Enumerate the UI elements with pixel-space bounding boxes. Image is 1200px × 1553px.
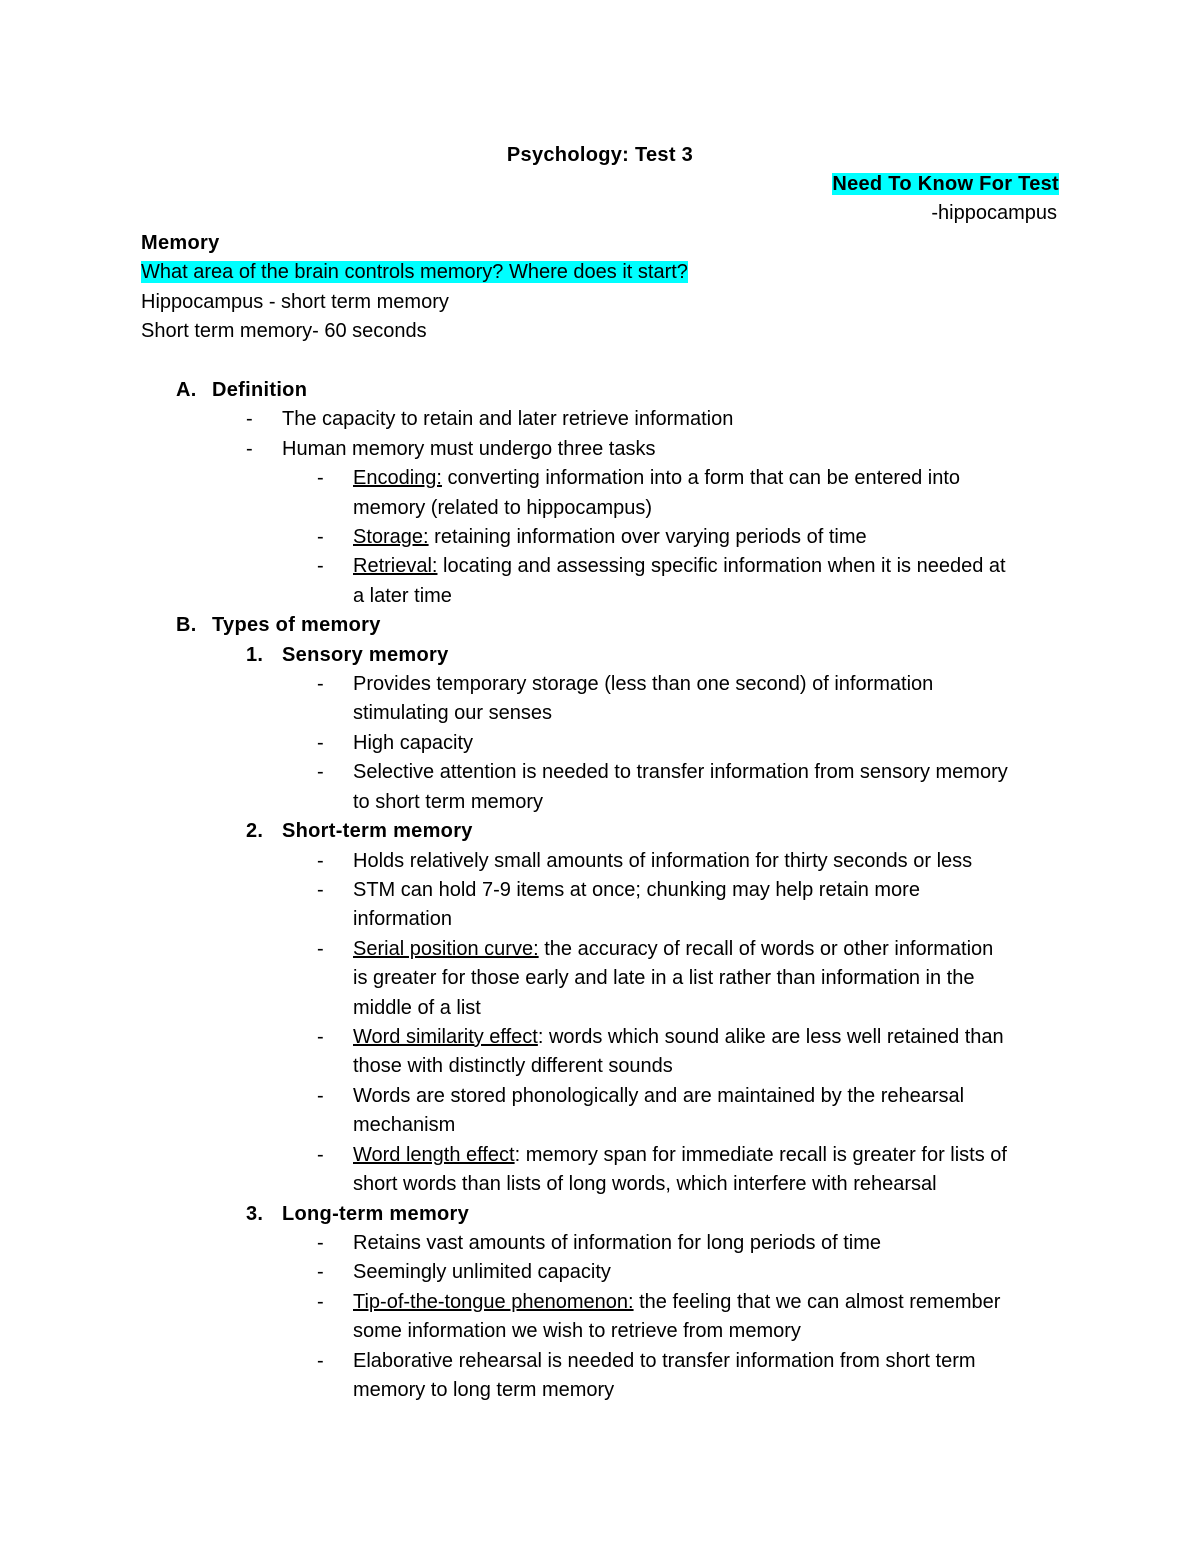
dash-marker: - [317, 938, 324, 960]
sensory-item-1-cont: stimulating our senses [353, 702, 552, 724]
long-term-item-2: Seemingly unlimited capacity [353, 1261, 611, 1283]
task-desc: retaining information over varying periods of time [428, 526, 867, 548]
dash-marker: - [317, 850, 324, 872]
term-label: Word similarity effect [353, 1026, 538, 1048]
definition-bullet-1: The capacity to retain and later retrieve information [282, 408, 734, 430]
short-term-marker: 2. [246, 820, 264, 842]
dash-marker: - [317, 761, 324, 783]
long-term-item-3 [353, 1288, 1000, 1318]
long-term-item-1: Retains vast amounts of information for long periods of time [353, 1232, 882, 1254]
memory-question-text: What area of the brain controls memory? Where does it start? [141, 261, 688, 283]
need-to-know-heading [832, 170, 1059, 200]
short-term-item-6 [353, 1141, 1007, 1171]
definition-bullet-2: Human memory must undergo three tasks [282, 438, 656, 460]
short-term-item-3-cont: is greater for those early and late in a list rather than information in the [353, 967, 975, 989]
dash-marker: - [317, 1085, 324, 1107]
task-storage [353, 523, 867, 553]
term-desc: : words which sound alike are less well retained than [537, 1026, 1004, 1048]
term-label: Tip-of-the-tongue phenomenon: [353, 1291, 634, 1313]
term-desc: : memory span for immediate recall is greater for lists of [514, 1144, 1007, 1166]
dash-marker: - [317, 1232, 324, 1254]
short-term-item-2: STM can hold 7-9 items at once; chunking may help retain more [353, 879, 920, 901]
sensory-item-3-cont: to short term memory [353, 791, 544, 813]
short-term-item-2-cont: information [353, 908, 452, 930]
dash-marker: - [317, 1291, 324, 1313]
memory-heading: Memory [141, 232, 220, 254]
term-desc: the feeling that we can almost remember [633, 1291, 1001, 1313]
short-term-item-5-cont: mechanism [353, 1114, 456, 1136]
term-label: Serial position curve: [353, 938, 539, 960]
task-desc: converting information into a form that can be entered into [441, 467, 961, 489]
task-encoding [353, 464, 960, 494]
section-b-marker: B. [176, 614, 197, 636]
dash-marker: - [317, 467, 324, 489]
long-term-item-3-cont: some information we wish to retrieve from memory [353, 1320, 801, 1342]
short-term-item-1: Holds relatively small amounts of information for thirty seconds or less [353, 850, 973, 872]
task-term: Storage: [353, 526, 429, 548]
memory-question [141, 258, 688, 288]
dash-marker: - [246, 408, 253, 430]
need-to-know-heading-text: Need To Know For Test [832, 173, 1059, 195]
short-term-item-4 [353, 1023, 1004, 1053]
long-term-item-4-cont: memory to long term memory [353, 1379, 615, 1401]
term-label: Word length effect [353, 1144, 515, 1166]
dash-marker: - [317, 673, 324, 695]
dash-marker: - [317, 1144, 324, 1166]
page-title-text: Psychology: Test 3 [506, 144, 694, 166]
task-desc: locating and assessing specific information when it is needed at [437, 555, 1006, 577]
section-a-heading: Definition [212, 379, 308, 401]
dash-marker: - [317, 555, 324, 577]
dash-marker: - [317, 1026, 324, 1048]
sensory-item-3: Selective attention is needed to transfer information from sensory memory [353, 761, 1008, 783]
dash-marker: - [317, 732, 324, 754]
short-term-heading: Short-term memory [282, 820, 473, 842]
task-term: Retrieval: [353, 555, 438, 577]
short-term-item-3-cont2: middle of a list [353, 997, 481, 1019]
short-term-item-4-cont: those with distinctly different sounds [353, 1055, 673, 1077]
short-term-item-5: Words are stored phonologically and are maintained by the rehearsal [353, 1085, 965, 1107]
dash-marker: - [317, 879, 324, 901]
memory-line-2: Short term memory- 60 seconds [141, 320, 427, 342]
sensory-heading: Sensory memory [282, 644, 449, 666]
short-term-item-6-cont: short words than lists of long words, which interfere with rehearsal [353, 1173, 937, 1195]
memory-line-1: Hippocampus - short term memory [141, 291, 449, 313]
sensory-item-2: High capacity [353, 732, 474, 754]
page-title [0, 141, 1200, 171]
sensory-item-1: Provides temporary storage (less than one second) of information [353, 673, 934, 695]
task-encoding-cont: memory (related to hippocampus) [353, 497, 653, 519]
term-desc: the accuracy of recall of words or other information [538, 938, 994, 960]
long-term-item-4: Elaborative rehearsal is needed to transfer information from short term [353, 1350, 976, 1372]
section-a-marker: A. [176, 379, 197, 401]
task-retrieval [353, 552, 1006, 582]
task-retrieval-cont: a later time [353, 585, 452, 607]
task-term: Encoding: [353, 467, 442, 489]
section-b-heading: Types of memory [212, 614, 381, 636]
need-to-know-note: -hippocampus [931, 202, 1057, 224]
long-term-marker: 3. [246, 1203, 264, 1225]
dash-marker: - [246, 438, 253, 460]
sensory-marker: 1. [246, 644, 264, 666]
dash-marker: - [317, 526, 324, 548]
dash-marker: - [317, 1350, 324, 1372]
long-term-heading: Long-term memory [282, 1203, 470, 1225]
short-term-item-3 [353, 935, 993, 965]
dash-marker: - [317, 1261, 324, 1283]
